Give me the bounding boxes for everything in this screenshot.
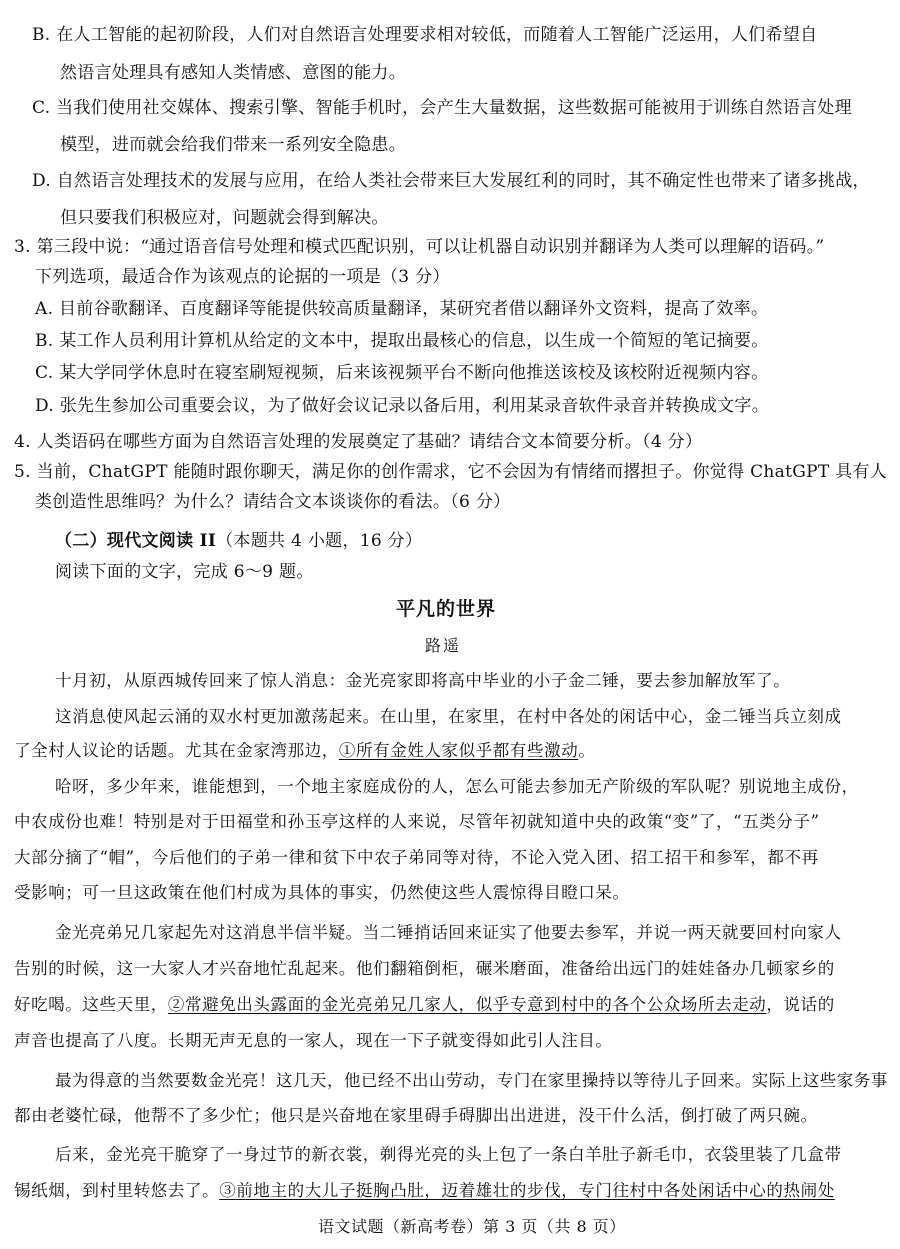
passage-author: 路遥 <box>425 636 462 655</box>
q4-stem: 4. 人类语码在哪些方面为自然语言处理的发展奠定了基础？请结合文本简要分析。（4 分） <box>14 432 703 452</box>
q3-option-b: B. 某工作人员利用计算机从给定的文本中，提取出最核心的信息，以生成一个简短的笔记摘要。 <box>35 331 769 351</box>
passage-p2-line1: 这消息使风起云涌的双水村更加激荡起来。在山里，在家里，在村中各处的闲话中心，金二锤当兵立刻成 <box>55 707 842 726</box>
q5-stem-line1: 5. 当前，ChatGPT 能随时跟你聊天，满足你的创作需求，它不会因为有情绪而撂担子。你觉得 ChatGPT 具有人 <box>14 462 888 482</box>
p6-text-pre: 锡纸烟，到村里转悠去了。 <box>14 1181 220 1200</box>
passage-title: 平凡的世界 <box>396 598 497 620</box>
underlined-sentence-1: ①所有金姓人家似乎都有些激动 <box>338 741 579 760</box>
passage-p3-line1: 哈呀，多少年来，谁能想到，一个地主家庭成份的人，怎么可能去参加无产阶级的军队呢？别说地主成份， <box>55 777 859 796</box>
passage-p4-line4: 声音也提高了八度。长期无声无息的一家人，现在一下子就变得如此引人注目。 <box>14 1031 613 1050</box>
section-heading-bold: （二）现代文阅读 II <box>55 531 217 551</box>
passage-p4-line3 <box>14 994 835 1016</box>
q3-option-a: A. 目前谷歌翻译、百度翻译等能提供较高质量翻译，某研究者借以翻译外文资料，提高了效率。 <box>35 299 769 319</box>
q2-option-c-line2: 模型，进而就会给我们带来一系列安全隐患。 <box>60 135 406 155</box>
passage-p4-line2: 告别的时候，这一大家人才兴奋地忙乱起来。他们翻箱倒柜，碾米磨面，准备给出远门的娃娃备办几顿家乡的 <box>14 959 835 978</box>
q3-option-d: D. 张先生参加公司重要会议，为了做好会议记录以备后用，利用某录音软件录音并转换成文字。 <box>35 396 770 416</box>
q2-option-c-line1: C. 当我们使用社交媒体、搜索引擎、智能手机时，会产生大量数据，这些数据可能被用于训练自然语言处理 <box>32 98 852 118</box>
passage-p1: 十月初，从原西城传回来了惊人消息：金光亮家即将高中毕业的小子金二锤，要去参加解放军了。 <box>55 671 791 690</box>
passage-p2-line2 <box>14 740 595 762</box>
passage-p6-line1: 后来，金光亮干脆穿了一身过节的新衣裳，剃得光亮的头上包了一条白羊肚子新毛巾，衣袋里装了几盒带 <box>55 1145 842 1164</box>
p2-text-post: 。 <box>578 741 596 760</box>
underlined-sentence-2: ②常避免出头露面的金光亮弟兄几家人，似乎专意到村中的各个公众场所去走动 <box>167 995 767 1014</box>
underlined-sentence-3: ③前地主的大儿子挺胸凸肚，迈着雄壮的步伐，专门往村中各处闲话中心的热闹处 <box>219 1181 835 1200</box>
q2-option-d-line1: D. 自然语言处理技术的发展与应用，在给人类社会带来巨大发展红利的同时，其不确定性也带来了诸多挑战， <box>32 171 870 191</box>
q2-option-b-line1: B. 在人工智能的起初阶段，人们对自然语言处理要求相对较低，而随着人工智能广泛运用，人们希望自 <box>32 25 818 45</box>
passage-p3-line4: 受影响；可一旦这政策在他们村成为具体的事实，仍然使这些人震惊得目瞪口呆。 <box>14 883 630 902</box>
q2-option-b-line2: 然语言处理具有感知人类情感、意图的能力。 <box>60 63 406 83</box>
q3-option-c: C. 某大学同学休息时在寝室刷短视频，后来该视频平台不断向他推送该校及该校附近视频内容。 <box>35 363 769 383</box>
q5-stem-line2: 类创造性思维吗？为什么？请结合文本谈谈你的看法。（6 分） <box>35 492 511 512</box>
p2-text-pre: 了全村人议论的话题。尤其在金家湾那边， <box>14 741 339 760</box>
passage-p4-line1: 金光亮弟兄几家起先对这消息半信半疑。当二锤捎话回来证实了他要去参军，并说一两天就要回村向家人 <box>55 923 842 942</box>
page-footer: 语文试题（新高考卷）第 3 页（共 8 页） <box>318 1217 626 1236</box>
p4-text-post: ，说话的 <box>766 995 835 1014</box>
section-instruction: 阅读下面的文字，完成 6～9 题。 <box>55 562 314 582</box>
section-heading <box>55 530 422 552</box>
passage-p5-line1: 最为得意的当然要数金光亮！这几天，他已经不出山劳动，专门在家里操持以等待儿子回来。实际上这些家务事 <box>55 1071 888 1090</box>
passage-p6-line2 <box>14 1180 835 1202</box>
passage-p5-line2: 都由老婆忙碌，他帮不了多少忙；他只是兴奋地在家里碍手碍脚出出进进，没干什么活，倒打破了两只碗。 <box>14 1106 818 1125</box>
section-heading-rest: （本题共 4 小题，16 分） <box>216 531 423 551</box>
p4-text-pre: 好吃喝。这些天里， <box>14 995 168 1014</box>
passage-p3-line2: 中农成份也难！特别是对于田福堂和孙玉亭这样的人来说，尽管年初就知道中央的政策“变”了，“五类分子” <box>14 812 820 831</box>
q3-stem-line2: 下列选项，最适合作为该观点的论据的一项是（3 分） <box>35 267 450 287</box>
q3-stem-line1: 3. 第三段中说：“通过语音信号处理和模式匹配识别，可以让机器自动识别并翻译为人类可以理解的语码。” <box>14 237 825 257</box>
passage-p3-line3: 大部分摘了“帽”，今后他们的子弟一律和贫下中农子弟同等对待，不论入党入团、招工招干和参军，都不再 <box>14 848 819 867</box>
q2-option-d-line2: 但只要我们积极应对，问题就会得到解决。 <box>60 208 389 228</box>
